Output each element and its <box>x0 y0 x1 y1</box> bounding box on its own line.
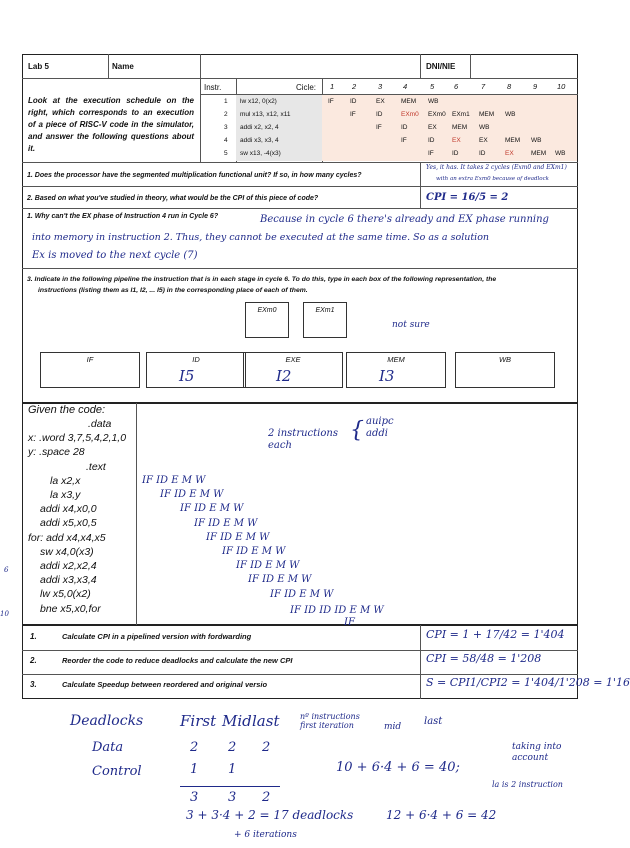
stage-cell: IF <box>428 150 434 157</box>
pipeline-row: IF ID E M W <box>180 503 244 515</box>
stage-label: ID <box>192 355 200 364</box>
note-la-is: la is 2 instruction <box>492 780 563 789</box>
why-answer-3: Ex is moved to the next cycle (7) <box>32 250 198 261</box>
pipeline-stage-mem <box>346 352 446 388</box>
cycle-number: 10 <box>557 82 566 91</box>
stage-cell: MEM <box>401 98 417 105</box>
code-line: .text <box>86 460 106 473</box>
stage-cell: EXm1 <box>452 111 470 118</box>
instr-number: 1 <box>224 98 228 105</box>
code-line: addi x2,x2,4 <box>40 560 97 572</box>
cycle-number: 1 <box>330 82 335 91</box>
code-line: la x2,x <box>50 474 81 487</box>
note-n-instructions: nº instructions first iteration <box>300 712 360 730</box>
pipeline-stage-if <box>40 352 140 388</box>
pipeline-stage-exe <box>243 352 343 388</box>
margin-10: 10 <box>0 610 9 618</box>
stage-cell: IF <box>350 111 356 118</box>
pipeline-row: IF ID E M W <box>270 588 334 600</box>
stage-cell: MEM <box>505 137 521 144</box>
cycle-number: 2 <box>352 82 357 91</box>
code-line: sw x4,0(x3) <box>40 545 94 558</box>
instr-code: addi x3, x3, 4 <box>240 137 279 144</box>
note-calc1: 10 + 6·4 + 6 = 40; <box>336 760 460 775</box>
cycle-number: 9 <box>533 82 538 91</box>
code-line: y: .space 28 <box>28 446 85 459</box>
control-mid: 1 <box>228 762 237 777</box>
task-answer: CPI = 1 + 17/42 = 1'404 <box>426 628 565 641</box>
sum-line <box>180 786 280 787</box>
instr-number: 4 <box>224 137 228 144</box>
code-line: lw x5,0(x2) <box>40 588 91 601</box>
stage-value: I3 <box>379 367 395 385</box>
stage-value: I2 <box>276 367 292 385</box>
data-first: 2 <box>190 740 199 755</box>
given-code-label: Given the code: <box>28 404 106 416</box>
cycle-number: 4 <box>403 82 408 91</box>
stage-cell: MEM <box>531 150 547 157</box>
stage-cell: MEM <box>479 111 495 118</box>
lab-label: Lab 5 <box>28 62 49 71</box>
stage-cell: ID <box>376 111 383 118</box>
dni-label: DNI/NIE <box>426 62 456 71</box>
instr-code: sw x13, -4(x3) <box>240 150 281 157</box>
pipeline-row: IF ID E M W <box>248 574 312 586</box>
cycle-number: 3 <box>378 82 383 91</box>
stage-label: IF <box>86 355 94 364</box>
task-text: Calculate Speedup between reordered and original versio <box>62 680 268 689</box>
instr-number: 5 <box>224 150 228 157</box>
instr-code: addi x2, x2, 4 <box>240 124 279 131</box>
exm0-box <box>245 302 289 338</box>
data-last: 2 <box>262 740 271 755</box>
note-taking: taking into account <box>512 742 562 763</box>
why-answer-2: into memory in instruction 2. Thus, they cannot be executed at the same time. So as a solution <box>32 232 490 243</box>
code-line: la x3,y <box>50 489 81 501</box>
stage-cell: EX <box>452 137 461 144</box>
pipeline-row: IF ID E M W <box>206 531 270 543</box>
stage-cell: EXm0 <box>401 111 419 118</box>
control-first: 1 <box>190 762 199 777</box>
stage-cell: ID <box>428 137 435 144</box>
q1-answer-1: Yes, it has. It takes 2 cycles (Exm0 and EXm1) <box>426 164 567 171</box>
why-answer-1: Because in cycle 6 there's already and EX phase running <box>260 214 549 225</box>
note-calc3: 12 + 6·4 + 6 = 42 <box>386 808 497 822</box>
stage-cell: WB <box>479 124 490 131</box>
not-sure-note: not sure <box>392 320 430 330</box>
note-brace: { <box>350 418 364 443</box>
note-mid2: mid <box>384 722 402 732</box>
cycle-number: 6 <box>454 82 459 91</box>
code-line: x: .word 3,7,5,4,2,1,0 <box>28 432 127 445</box>
stage-cell: IF <box>328 98 334 105</box>
note-first: First <box>180 712 217 730</box>
instr-number: 3 <box>224 124 228 131</box>
note-data: Data <box>92 740 124 755</box>
cycle-number: 7 <box>481 82 486 91</box>
pipeline-stage-wb <box>455 352 555 388</box>
branch-if: IF <box>344 617 355 628</box>
stage-cell: MEM <box>452 124 468 131</box>
cycle-number: 5 <box>430 82 435 91</box>
cycle-header: Cicle: <box>296 83 317 92</box>
stage-cell: EXm0 <box>428 111 446 118</box>
stage-cell: EX <box>376 98 385 105</box>
task-answer: S = CPI1/CPI2 = 1'404/1'208 = 1'16 <box>426 676 630 689</box>
stage-cell: ID <box>479 150 486 157</box>
pipeline-row: IF ID E M W <box>236 560 300 572</box>
stage-cell: WB <box>531 137 542 144</box>
task-text: Reorder the code to reduce deadlocks and calculate the new CPI <box>62 656 293 665</box>
question-1: 1. Does the processor have the segmented multiplication functional unit? If so, in how many cycles? <box>27 172 362 179</box>
name-label: Name <box>112 62 134 71</box>
task-text: Calculate CPI in a pipelined version with fordwarding <box>62 632 252 641</box>
stage-cell: WB <box>428 98 439 105</box>
question-2: 2. Based on what you've studied in theory, what would be the CPI of this piece of code? <box>27 195 319 202</box>
pipeline-row-last: IF ID ID ID E M W <box>290 605 384 616</box>
question-why: 1. Why can't the EX phase of Instruction 4 run in Cycle 6? <box>27 213 219 220</box>
stage-value: I5 <box>179 367 195 385</box>
stage-cell: WB <box>505 111 516 118</box>
note-deadlocks: Deadlocks <box>70 713 144 729</box>
stage-cell: WB <box>555 150 566 157</box>
stage-cell: EX <box>428 124 437 131</box>
data-mid: 2 <box>228 740 237 755</box>
exm1-box <box>303 302 347 338</box>
code-line: addi x5,x0,5 <box>40 517 97 530</box>
stage-cell: EX <box>479 137 488 144</box>
code-line: for: add x4,x4,x5 <box>28 531 106 544</box>
sum-mid: 3 <box>228 790 237 805</box>
code-line: addi x3,x3,4 <box>40 574 97 587</box>
note-iterations: + 6 iterations <box>234 830 297 840</box>
stage-label: MEM <box>387 355 405 364</box>
note-auipc: auipc addi <box>366 416 394 439</box>
sum-last: 2 <box>262 790 271 805</box>
note-last2: last <box>424 716 443 727</box>
stage-cell: IF <box>401 137 407 144</box>
stage-cell: EX <box>505 150 514 157</box>
q2-answer: CPI = 16/5 = 2 <box>426 192 509 203</box>
pipeline-row: IF ID E M W <box>160 489 224 501</box>
question-3-line1: 3. Indicate in the following pipeline the instruction that is in each stage in cycle 6. To do this, type in each box of the following representation, the <box>27 276 497 283</box>
stage-cell: IF <box>376 124 382 131</box>
sum-first: 3 <box>190 790 199 805</box>
cycle-number: 8 <box>507 82 512 91</box>
task-number: 1. <box>30 632 37 641</box>
margin-6: 6 <box>4 566 9 574</box>
exm0-label: EXm0 <box>257 307 277 314</box>
note-calc2: 3 + 3·4 + 2 = 17 deadlocks <box>186 808 354 822</box>
note-mid: Mid <box>222 712 252 730</box>
stage-label: WB <box>498 355 512 364</box>
task-number: 3. <box>30 680 37 689</box>
instr-header: Instr. <box>204 83 222 92</box>
note-control: Control <box>92 764 142 779</box>
code-line: .data <box>88 418 112 430</box>
stage-cell: ID <box>401 124 408 131</box>
note-last: last <box>252 712 280 730</box>
stage-cell: ID <box>350 98 357 105</box>
pipeline-row: IF ID E M W <box>222 546 286 557</box>
instr-code: mul x13, x12, x11 <box>240 111 291 118</box>
pipeline-row: IF ID E M W <box>194 517 258 529</box>
exm1-label: EXm1 <box>315 307 335 314</box>
stage-label: EXE <box>285 355 301 364</box>
schedule-description: Look at the execution schedule on the right, which corresponds to an execution of a piece of RISC-V code in the simulator, and answer the following questions about it. <box>28 96 194 153</box>
instr-number: 2 <box>224 111 228 118</box>
task-number: 2. <box>30 656 37 665</box>
instr-code: lw x12, 0(x2) <box>240 98 277 105</box>
pipeline-row: IF ID E M W <box>142 475 206 486</box>
note-two-instructions: 2 instructions each <box>268 428 338 451</box>
q1-answer-2: with an extra Exm0 because of deadlock <box>436 176 549 182</box>
pipeline-stage-id <box>146 352 246 388</box>
stage-cell: ID <box>452 150 459 157</box>
code-line: addi x4,x0,0 <box>40 503 97 516</box>
question-3-line2: instructions (listing them as I1, I2, ... I5) in the corresponding place of each of them. <box>38 287 308 294</box>
code-line: bne x5,x0,for <box>40 602 101 615</box>
task-answer: CPI = 58/48 = 1'208 <box>426 652 542 665</box>
